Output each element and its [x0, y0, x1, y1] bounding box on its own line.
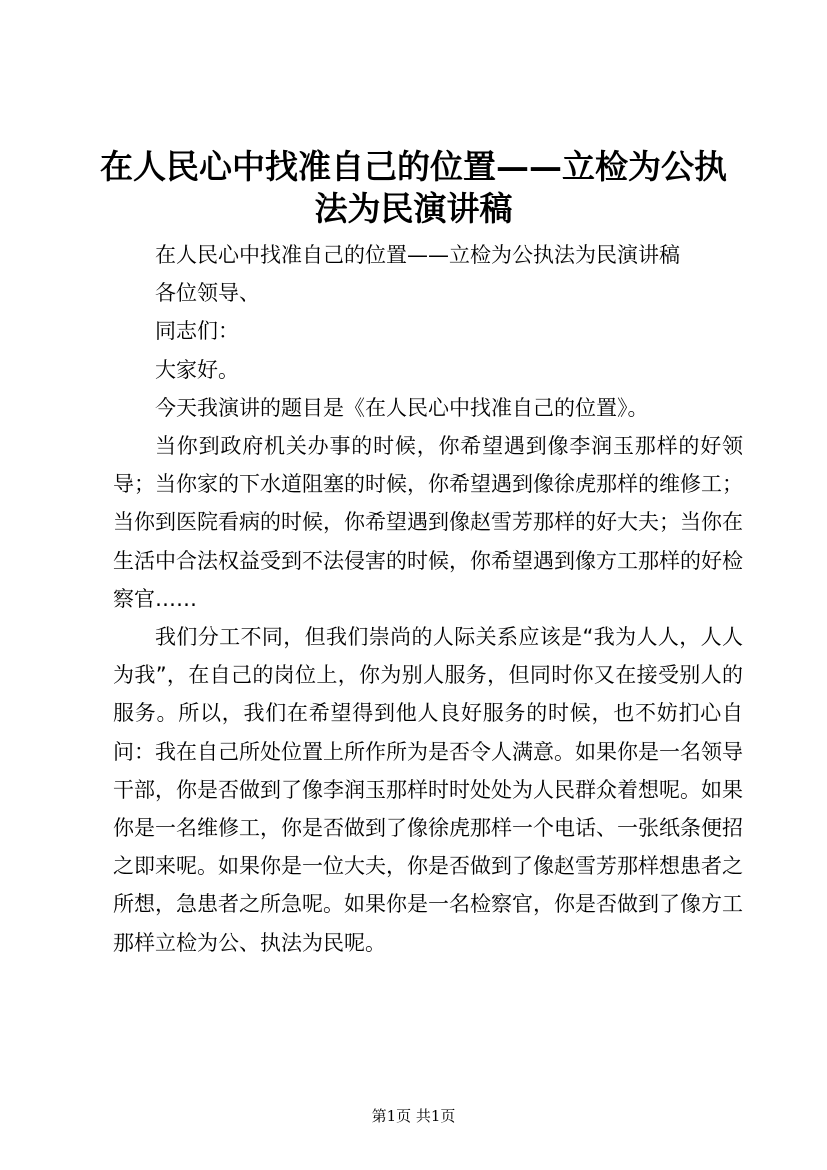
- paragraph-subtitle: 在人民心中找准自己的位置——立检为公执法为民演讲稿: [155, 243, 680, 267]
- page-footer: 第1页 共1页: [371, 1107, 456, 1125]
- document-body: [113, 236, 743, 962]
- paragraph-greeting: 大家好。: [155, 357, 239, 382]
- paragraph-body-1: 当你到政府机关办事的时候，你希望遇到像李润玉那样的好领导；当你家的下水道阻塞的时候，你希望遇到像徐虎那样的维修工；当你到医院看病的时候，你希望遇到像赵雪芳那样的好大夫；当你在生活中合法权益受到不法侵害的时候，你希望遇到像方工那样的好检察官……: [113, 434, 743, 611]
- paragraph-salutation-leaders: 各位领导、: [155, 281, 260, 306]
- document-title: 在人民心中找准自己的位置——立检为公执法为民演讲稿: [100, 147, 727, 228]
- paragraph-topic: 今天我演讲的题目是《在人民心中找准自己的位置》。: [155, 395, 649, 420]
- paragraph-salutation-comrades: 同志们：: [155, 319, 239, 344]
- paragraph-body-2: 我们分工不同，但我们崇尚的人际关系应该是“我为人人，人人为我”，在自己的岗位上，你为别人服务，但同时你又在接受别人的服务。所以，我们在希望得到他人良好服务的时候，也不妨扪心自问：我在自己所处位置上所作所为是否令人满意。如果你是一名领导干部，你是否做到了像李润玉那样时时处处为人民群众着想呢。如果你是一名维修工，你是否做到了像徐虎那样一个电话、一张纸条便招之即来呢。如果你是一位大夫，你是否做到了像赵雪芳那样想患者之所想，急患者之所急呢。如果你是一名检察官，你是否做到了像方工那样立检为公、执法为民呢。: [113, 625, 743, 955]
